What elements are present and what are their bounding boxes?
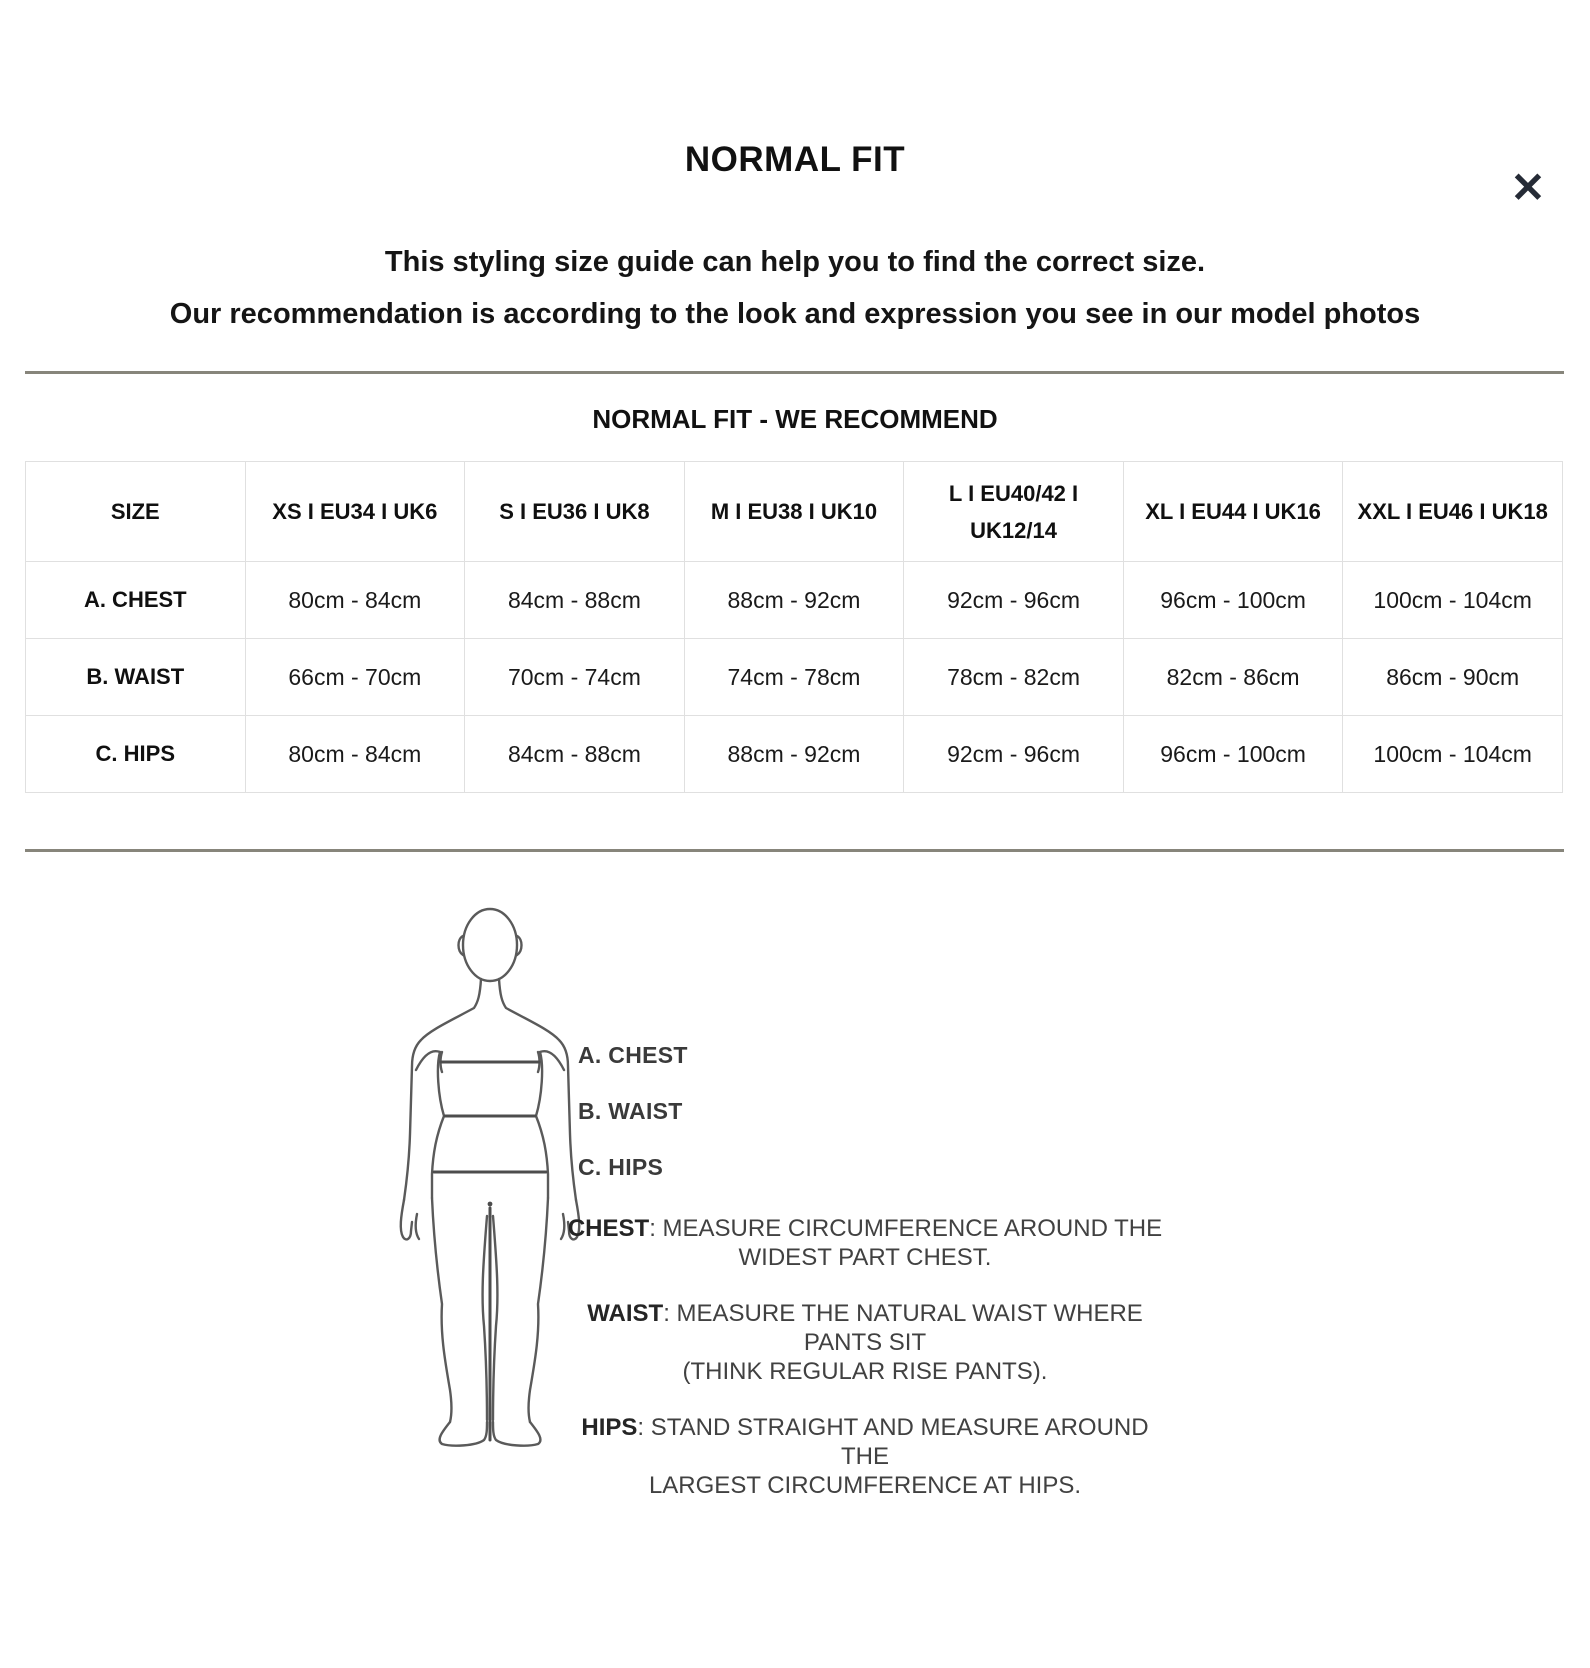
description-line-2: Our recommendation is according to the look and expression you see in our model photos bbox=[169, 298, 1421, 330]
body-measurement-figure bbox=[390, 884, 590, 1464]
row-label-hips: C. HIPS bbox=[26, 716, 246, 793]
col-header-xl: XL I EU44 I UK16 bbox=[1123, 462, 1343, 562]
instruction-chest bbox=[565, 1214, 1165, 1272]
cell-hips-xl: 96cm - 100cm bbox=[1123, 716, 1343, 793]
instruction-chest-term: CHEST bbox=[567, 1215, 650, 1242]
col-header-m: M I EU38 I UK10 bbox=[684, 462, 904, 562]
cell-waist-s: 70cm - 74cm bbox=[465, 639, 685, 716]
figure-label-hips: C. HIPS bbox=[578, 1154, 664, 1180]
instruction-hips bbox=[565, 1413, 1165, 1500]
table-row-waist bbox=[26, 639, 1563, 716]
size-guide-description bbox=[0, 236, 1590, 340]
instruction-waist-term: WAIST bbox=[587, 1300, 664, 1327]
instruction-waist-line2: (THINK REGULAR RISE PANTS). bbox=[682, 1358, 1048, 1385]
cell-waist-xs: 66cm - 70cm bbox=[245, 639, 465, 716]
cell-waist-xxl: 86cm - 90cm bbox=[1343, 639, 1563, 716]
close-icon: ✕ bbox=[1510, 164, 1546, 211]
cell-chest-xl: 96cm - 100cm bbox=[1123, 562, 1343, 639]
cell-hips-xs: 80cm - 84cm bbox=[245, 716, 465, 793]
measurement-diagram-section bbox=[0, 852, 1590, 1510]
close-button[interactable] bbox=[1502, 162, 1554, 214]
cell-hips-l: 92cm - 96cm bbox=[904, 716, 1124, 793]
cell-chest-xxl: 100cm - 104cm bbox=[1343, 562, 1563, 639]
instruction-waist bbox=[565, 1299, 1165, 1386]
cell-waist-l: 78cm - 82cm bbox=[904, 639, 1124, 716]
col-header-s: S I EU36 I UK8 bbox=[465, 462, 685, 562]
table-row-hips bbox=[26, 716, 1563, 793]
instruction-waist-line1: : MEASURE THE NATURAL WAIST WHERE PANTS SIT bbox=[663, 1300, 1143, 1356]
table-header-row bbox=[26, 462, 1563, 562]
instruction-hips-term: HIPS bbox=[581, 1414, 638, 1441]
figure-label-waist: B. WAIST bbox=[578, 1098, 683, 1124]
instruction-hips-line1: : STAND STRAIGHT AND MEASURE AROUND THE bbox=[637, 1414, 1149, 1470]
cell-chest-m: 88cm - 92cm bbox=[684, 562, 904, 639]
cell-chest-l: 92cm - 96cm bbox=[904, 562, 1124, 639]
cell-hips-m: 88cm - 92cm bbox=[684, 716, 904, 793]
description-line-1: This styling size guide can help you to find the correct size. bbox=[384, 246, 1206, 278]
col-header-l: L I EU40/42 I UK12/14 bbox=[904, 462, 1124, 562]
page-title: NORMAL FIT bbox=[684, 140, 906, 179]
table-title: NORMAL FIT - WE RECOMMEND bbox=[592, 404, 998, 434]
cell-hips-s: 84cm - 88cm bbox=[465, 716, 685, 793]
measurement-instructions bbox=[565, 1214, 1165, 1527]
table-row-chest bbox=[26, 562, 1563, 639]
col-header-xs: XS I EU34 I UK6 bbox=[245, 462, 465, 562]
instruction-chest-line1: : MEASURE CIRCUMFERENCE AROUND THE bbox=[649, 1215, 1163, 1242]
cell-waist-m: 74cm - 78cm bbox=[684, 639, 904, 716]
col-header-xxl: XXL I EU46 I UK18 bbox=[1343, 462, 1563, 562]
figure-label-chest: A. CHEST bbox=[578, 1042, 688, 1068]
col-header-size: SIZE bbox=[26, 462, 246, 562]
row-label-chest: A. CHEST bbox=[26, 562, 246, 639]
instruction-hips-line2: LARGEST CIRCUMFERENCE AT HIPS. bbox=[648, 1472, 1082, 1499]
size-table bbox=[25, 461, 1563, 793]
cell-waist-xl: 82cm - 86cm bbox=[1123, 639, 1343, 716]
cell-chest-xs: 80cm - 84cm bbox=[245, 562, 465, 639]
row-label-waist: B. WAIST bbox=[26, 639, 246, 716]
cell-hips-xxl: 100cm - 104cm bbox=[1343, 716, 1563, 793]
cell-chest-s: 84cm - 88cm bbox=[465, 562, 685, 639]
divider-top bbox=[25, 371, 1564, 374]
instruction-chest-line2: WIDEST PART CHEST. bbox=[738, 1244, 992, 1271]
body-outline-drawing bbox=[390, 884, 590, 1464]
